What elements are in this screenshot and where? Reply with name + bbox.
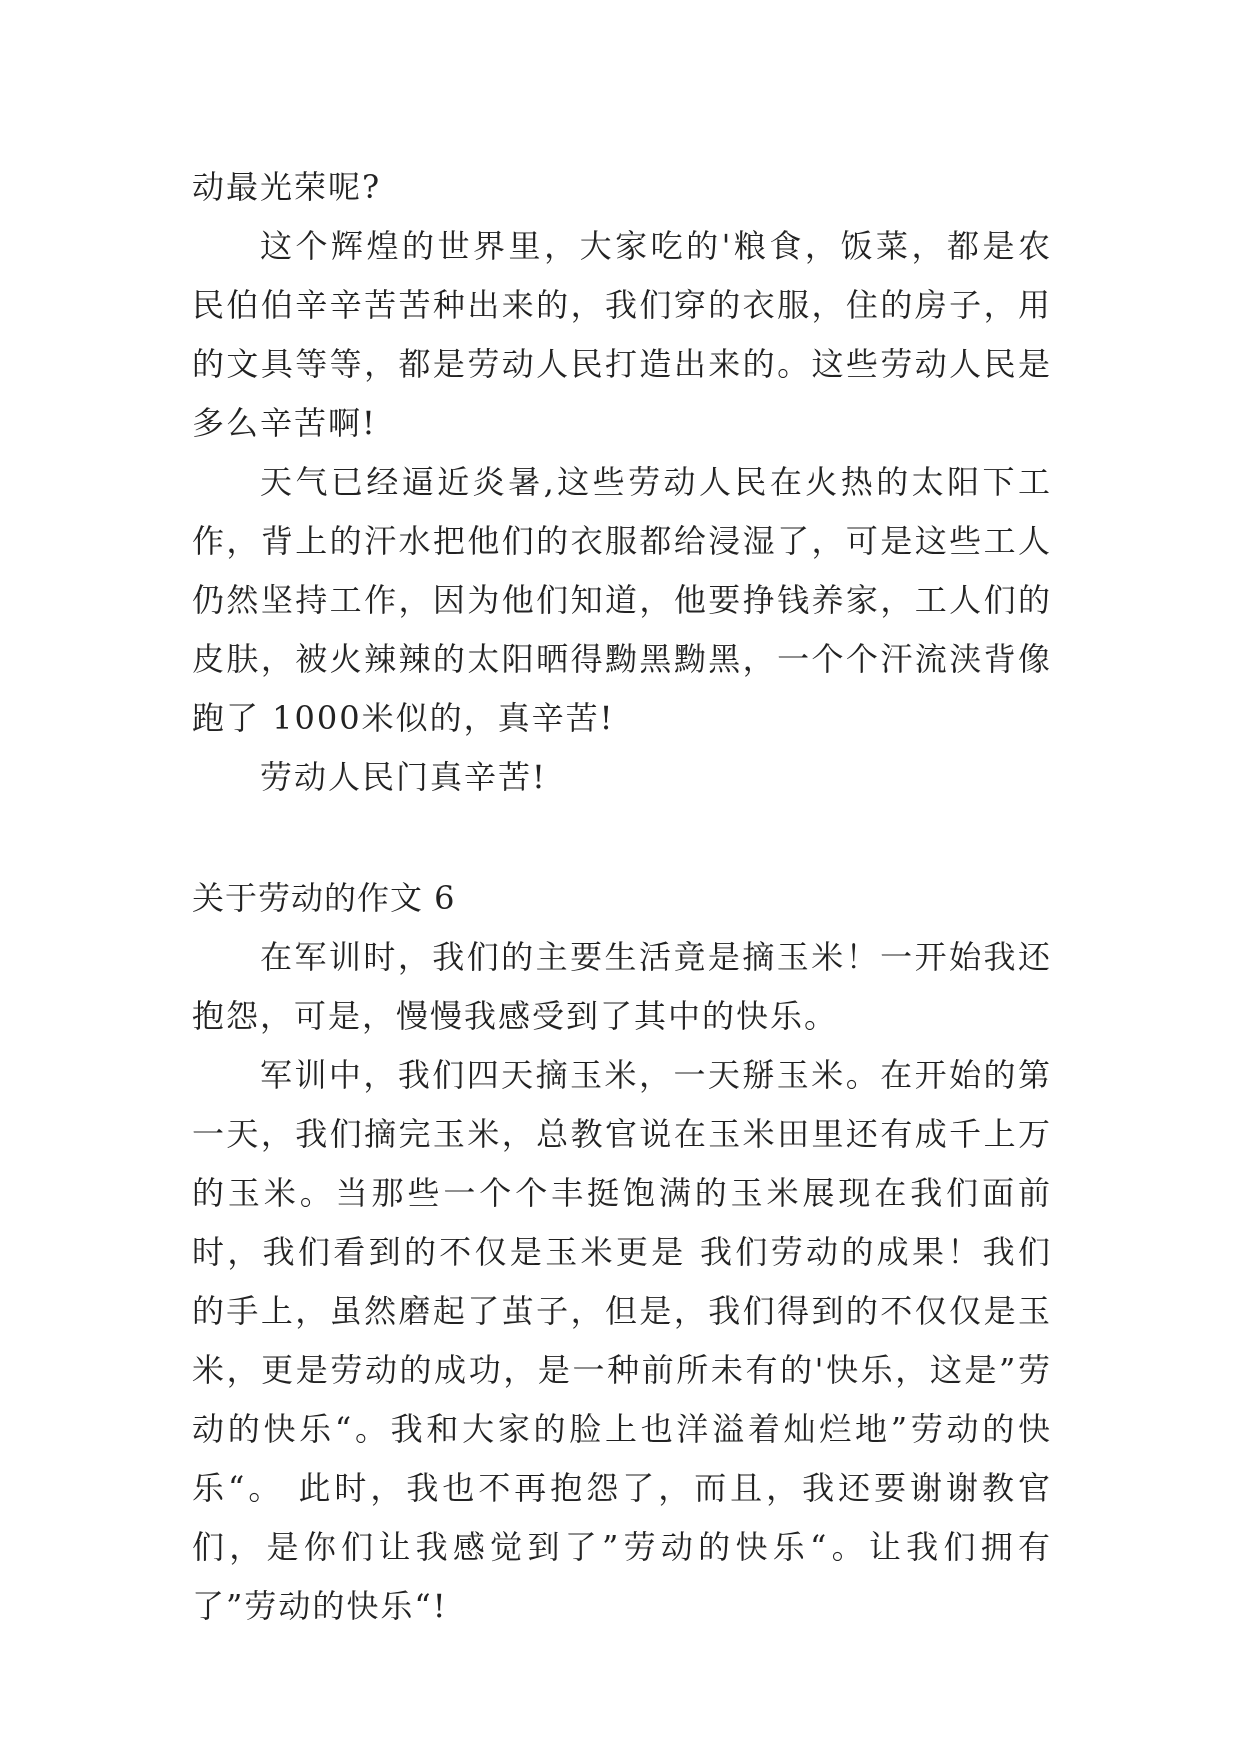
paragraph-corn-picking: 军训中，我们四天摘玉米，一天掰玉米。在开始的第一天，我们摘完玉米，总教官说在玉米田里还有成千上万的玉米。当那些一个个丰挺饱满的玉米展现在我们面前时，我们看到的不仅是玉米更是 我们劳动的成果！我们的手上，虽然磨起了茧子，但是，我们得到的不仅仅是玉米，更是劳动的成功，是一种前所未有的'快乐，这是”劳动的快乐“。我和大家的脸上也洋溢着灿烂地”劳动的快乐“。 此时，我也不再抱怨了，而且，我还要谢谢教官们，是你们让我感觉到了”劳动的快乐“。让我们拥有了”劳动的快乐“! [192,1056,1052,1625]
essay-heading: 关于劳动的作文 6 [192,879,456,917]
document-body [192,158,1052,1636]
paragraph-hot-weather: 天气已经逼近炎暑,这些劳动人民在火热的太阳下工作，背上的汗水把他们的衣服都给浸湿了，可是这些工人仍然坚持工作，因为他们知道，他要挣钱养家，工人们的皮肤，被火辣辣的太阳晒得黝黑黝黑，一个个汗流浃背像跑了 1000米似的，真辛苦! [192,463,1052,737]
paragraph-continuation: 动最光荣呢? [192,168,382,206]
paragraph-hardworking-people: 劳动人民门真辛苦! [260,758,547,796]
paragraph-military-training: 在军训时，我们的主要生活竟是摘玉米！一开始我还抱怨，可是，慢慢我感受到了其中的快乐。 [192,938,1052,1035]
paragraph-world-labor: 这个辉煌的世界里，大家吃的'粮食，饭菜，都是农民伯伯辛辛苦苦种出来的，我们穿的衣服，住的房子，用的文具等等，都是劳动人民打造出来的。这些劳动人民是多么辛苦啊! [192,227,1052,442]
